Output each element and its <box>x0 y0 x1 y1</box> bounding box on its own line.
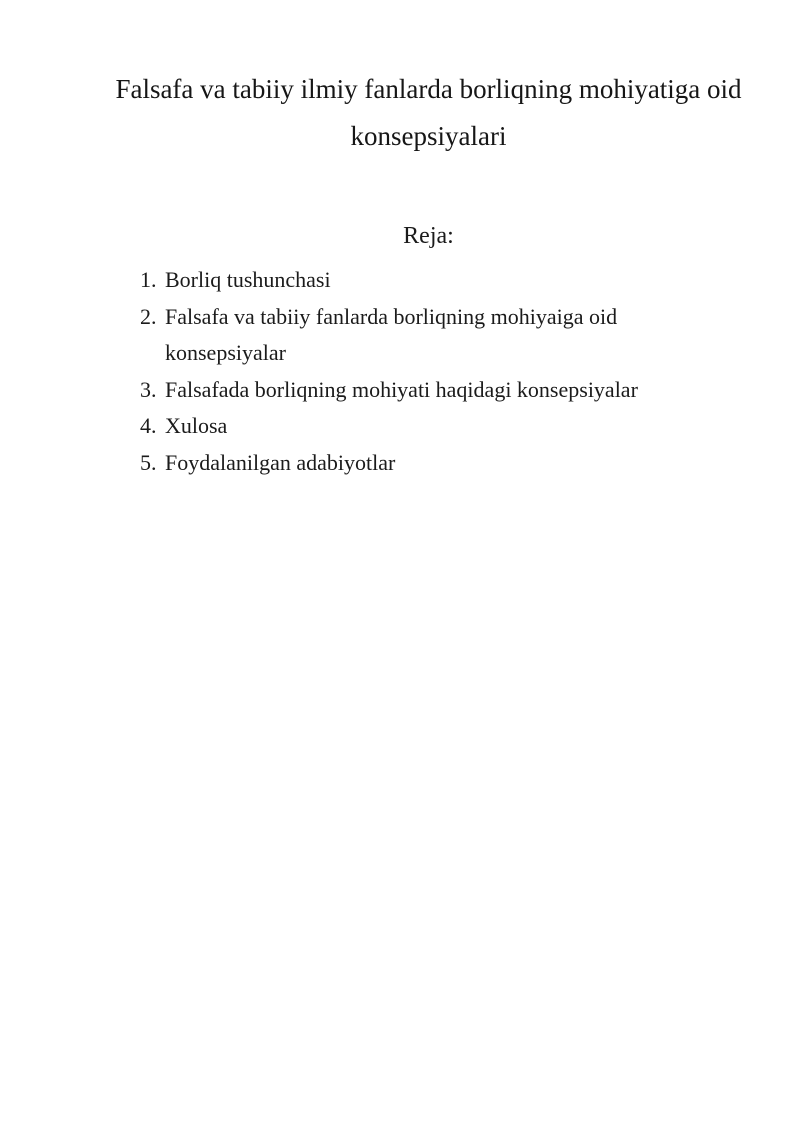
list-item-4 <box>114 408 743 445</box>
list-item-2 <box>114 299 743 372</box>
item-text: Borliq tushunchasi <box>165 267 331 292</box>
plan-list <box>114 262 743 481</box>
list-item-3 <box>114 372 743 409</box>
item-number: 2. <box>140 303 157 329</box>
item-number: 5. <box>140 449 157 475</box>
document-content <box>0 0 800 481</box>
item-text: Foydalanilgan adabiyotlar <box>165 449 396 475</box>
list-item-5 <box>114 445 743 482</box>
title-line-2: konsepsiyalari <box>350 121 507 151</box>
item-text: Xulosa <box>165 413 228 438</box>
item-number: 4. <box>140 413 157 438</box>
document-title <box>114 0 743 160</box>
item-text: Falsafada borliqning mohiyati haqidagi konsepsiyalar <box>165 376 638 402</box>
list-item-1 <box>114 262 743 299</box>
item-text: Falsafa va tabiiy fanlarda borliqning mohiyaiga oid konsepsiyalar <box>165 303 618 365</box>
title-line-1: Falsafa va tabiiy ilmiy fanlarda borliqning mohiyatiga oid <box>115 74 742 104</box>
plan-heading: Reja: <box>403 223 454 249</box>
item-number: 1. <box>140 267 157 292</box>
item-number: 3. <box>140 376 157 402</box>
